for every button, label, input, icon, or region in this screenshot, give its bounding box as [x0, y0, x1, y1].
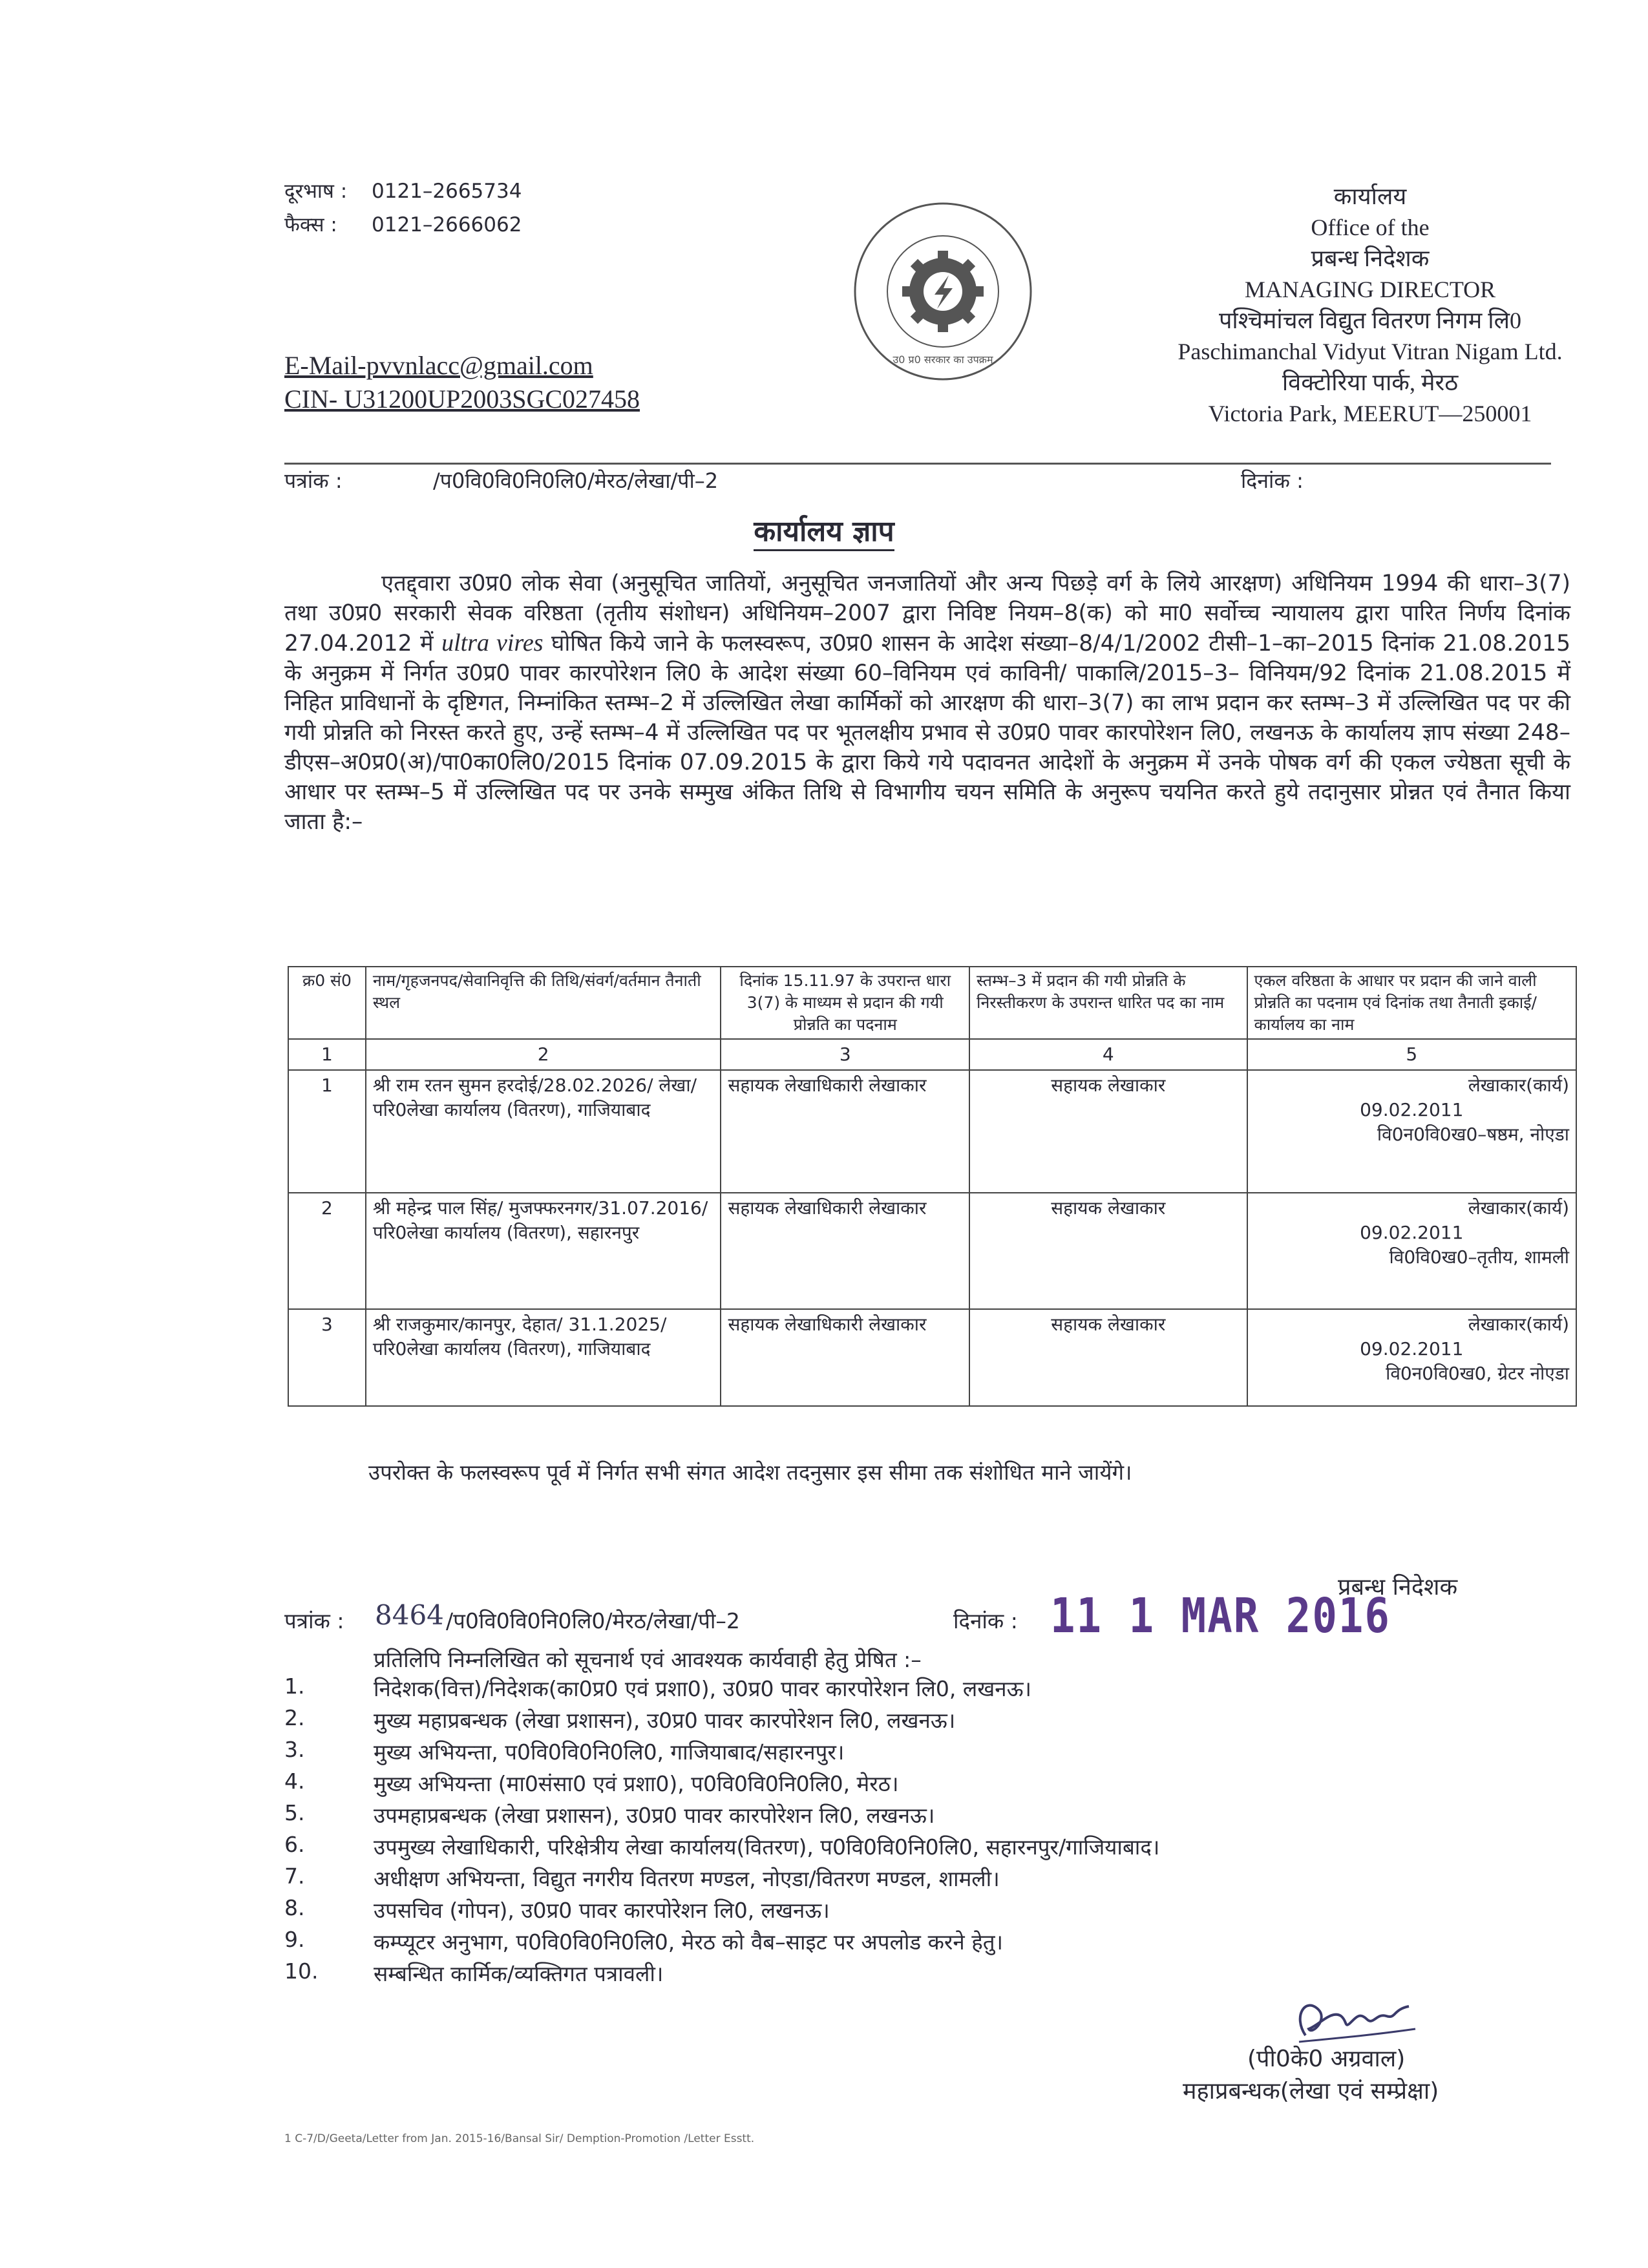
list-number: 6.	[284, 1832, 305, 1857]
office-line: MANAGING DIRECTOR	[1244, 277, 1496, 302]
office-address	[1125, 181, 1616, 429]
header-cell: दिनांक 15.11.97 के उपरान्त धारा 3(7) के माध्यम से प्रदान की गयी प्रोन्नति का पदनाम	[721, 967, 969, 1039]
office-line: प्रबन्ध निदेशक	[1311, 246, 1430, 271]
company-seal-icon	[852, 200, 1034, 383]
row-name: श्री राजकुमार/कानपुर, देहात/ 31.1.2025/ परि0लेखा कार्यालय (वितरण), गाजियाबाद	[366, 1309, 721, 1406]
list-number: 2.	[284, 1705, 305, 1730]
row-name: श्री महेन्द्र पाल सिंह/ मुजफ्फरनगर/31.07.2016/ परि0लेखा कार्यालय (वितरण), सहारनपुर	[366, 1193, 721, 1309]
ref2-label: पत्रांक :	[284, 1608, 344, 1633]
row-col4: सहायक लेखाकार	[969, 1070, 1247, 1193]
col-number: 3	[721, 1039, 969, 1070]
header-cell: स्तम्भ–3 में प्रदान की गयी प्रोन्नति के निरस्तीकरण के उपरान्त धारित पद का नाम	[969, 967, 1247, 1039]
col-number: 1	[288, 1039, 366, 1070]
row-sno: 1	[288, 1070, 366, 1193]
title-text: कार्यालय ज्ञाप	[754, 515, 894, 551]
office-line: Victoria Park, MEERUT—250001	[1208, 401, 1532, 426]
row-col4: सहायक लेखाकार	[969, 1309, 1247, 1406]
ref1-number: /प0वि0वि0नि0लि0/मेरठ/लेखा/पी–2	[433, 468, 719, 493]
row-col5	[1247, 1070, 1576, 1193]
after-table-note: उपरोक्त के फलस्वरूप पूर्व में निर्गत सभी संगत आदेश तदनुसार इस सीमा तक संशोधित माने जायेंगे।	[368, 1460, 1132, 1485]
list-number: 7.	[284, 1864, 305, 1889]
fax-number: 0121–2666062	[372, 213, 522, 236]
signatory-name: (पी0के0 अग्रवाल)	[1247, 2046, 1406, 2072]
row-col3: सहायक लेखाधिकारी लेखाकार	[721, 1070, 969, 1193]
ref1-label: पत्रांक :	[284, 468, 343, 493]
list-number: 4.	[284, 1769, 305, 1794]
list-number: 1.	[284, 1674, 305, 1699]
row-col5	[1247, 1309, 1576, 1406]
para-part-2: घोषित किये जाने के फलस्वरूप, उ0प्र0 शासन के आदेश संख्या–8/4/1/2002 टीसी–1–का–2015 दिनांक 21.08.2015 के अनुक्रम में निर्गत उ0प्र0 पावर कारपोरेशन लि0 के आदेश संख्या 60–विनियम एवं काविनी/ पाकालि/2015–3– विनियम/92 दिनांक 21.08.2015 में निहित प्राविधानों के दृष्टिगत, निम्नांकित स्तम्भ–2 में उल्लिखित लेखा कार्मिकों को आरक्षण की धारा–3(7) का लाभ प्रदान कर स्तम्भ–3 में उल्लिखित पद पर की गयी प्रोन्नति को निरस्त करते हुए, उन्हें स्तम्भ–4 में उल्लिखित पद पर भूतलक्षीय प्रभाव से उ0प्र0 पावर कारपोरेशन लि0, लखनऊ के कार्यालय ज्ञाप संख्या 248–डीएस–अ0प्र0(अ)/पा0का0लि0/2015 दिनांक 07.09.2015 के द्वारा किये गये पदावनत आदेशों के अनुक्रम में उनके पोषक वर्ग की एकल ज्येष्ठता सूची के आधार पर स्तम्भ–5 में उल्लिखित पद पर उनके सम्मुख अंकित तिथि से विभागीय चयन समिति के अनुरूप चयनित करते हुये तदानुसार प्रोन्नत एवं तैनात किया जाता है:–	[284, 631, 1571, 835]
row-sno: 3	[288, 1309, 366, 1406]
promotion-table	[288, 966, 1577, 1407]
contact-block	[284, 174, 522, 242]
row-sno: 2	[288, 1193, 366, 1309]
list-number: 9.	[284, 1927, 305, 1952]
ref2-handwritten-number: 8464	[375, 1599, 444, 1631]
seal-caption: उ0 प्र0 सरकार का उपक्रम	[893, 353, 993, 366]
header-cell: नाम/गृहजनपद/सेवानिवृत्ति की तिथि/संवर्ग/वर्तमान तैनाती स्थल	[366, 967, 721, 1039]
row-date: 09.02.2011	[1360, 1222, 1464, 1243]
list-text: मुख्य अभियन्ता (मा0संसा0 एवं प्रशा0), प0वि0वि0नि0लि0, मेरठ।	[374, 1771, 899, 1796]
email-cin-block	[284, 349, 640, 416]
row-post: लेखाकार(कार्य)	[1468, 1314, 1569, 1335]
row-unit: वि0वि0ख0–तृतीय, शामली	[1389, 1246, 1569, 1268]
office-line: Paschimanchal Vidyut Vitran Nigam Ltd.	[1178, 339, 1563, 364]
row-date: 09.02.2011	[1360, 1338, 1464, 1360]
row-date: 09.02.2011	[1360, 1099, 1464, 1120]
row-name: श्री राम रतन सुमन हरदोई/28.02.2026/ लेखा/ परि0लेखा कार्यालय (वितरण), गाजियाबाद	[366, 1070, 721, 1193]
office-line: कार्यालय	[1333, 184, 1407, 209]
email-address: E-Mail-pvvnlacc@gmail.com	[284, 351, 593, 380]
col-number: 2	[366, 1039, 721, 1070]
table-header-row	[288, 967, 1576, 1039]
header-cell: क्र0 सं0	[288, 967, 366, 1039]
list-text: मुख्य महाप्रबन्धक (लेखा प्रशासन), उ0प्र0 पावर कारपोरेशन लि0, लखनऊ।	[374, 1708, 956, 1733]
copy-heading: प्रतिलिपि निम्नलिखित को सूचनार्थ एवं आवश्यक कार्यवाही हेतु प्रेषित :–	[374, 1647, 922, 1672]
list-number: 5.	[284, 1800, 305, 1825]
list-number: 10.	[284, 1958, 319, 1984]
page-title	[0, 510, 1648, 549]
table-row	[288, 1193, 1576, 1309]
row-post: लेखाकार(कार्य)	[1468, 1197, 1569, 1219]
row-col3: सहायक लेखाधिकारी लेखाकार	[721, 1309, 969, 1406]
list-text: सम्बन्धित कार्मिक/व्यक्तिगत पत्रावली।	[374, 1961, 664, 1986]
col-number: 5	[1247, 1039, 1576, 1070]
header-cell: एकल वरिष्ठता के आधार पर प्रदान की जाने वाली प्रोन्नति का पदनाम एवं दिनांक तथा तैनाती इकाई/कार्यालय का नाम	[1247, 967, 1576, 1039]
list-text: निदेशक(वित्त)/निदेशक(का0प्र0 एवं प्रशा0), उ0प्र0 पावर कारपोरेशन लि0, लखनऊ।	[374, 1676, 1032, 1701]
list-text: अधीक्षण अभियन्ता, विद्युत नगरीय वितरण मण्डल, नोएडा/वितरण मण्डल, शामली।	[374, 1866, 1000, 1891]
para-part-1: एतद्द्वारा उ0प्र0 लोक सेवा (अनुसूचित जातियों, अनुसूचित जनजातियों और अन्य पिछड़े वर्ग के लिये आरक्षण) अधिनियम 1994 की धारा–3(7) तथा उ0प्र0 सरकारी सेवक वरिष्ठता (तृतीय संशोधन) अधिनियम–2007 द्वारा निविष्ट नियम–8(क) को मा0 सर्वोच्च न्यायालय द्वारा पारित निर्णय दिनांक 27.04.2012 में	[284, 571, 1570, 656]
row-post: लेखाकार(कार्य)	[1468, 1075, 1569, 1096]
header-divider	[284, 463, 1551, 465]
list-text: उपमहाप्रबन्धक (लेखा प्रशासन), उ0प्र0 पावर कारपोरेशन लि0, लखनऊ।	[374, 1803, 935, 1828]
col-number: 4	[969, 1039, 1247, 1070]
phone-number: 0121–2665734	[372, 180, 522, 203]
cin-number: CIN- U31200UP2003SGC027458	[284, 384, 640, 414]
list-number: 8.	[284, 1895, 305, 1920]
table-row	[288, 1070, 1576, 1193]
list-text: कम्प्यूटर अनुभाग, प0वि0वि0नि0लि0, मेरठ को वैब–साइट पर अपलोड करने हेतु।	[374, 1929, 1004, 1955]
row-col3: सहायक लेखाधिकारी लेखाकार	[721, 1193, 969, 1309]
fax-label: फैक्स :	[284, 213, 337, 236]
office-line: Office of the	[1311, 215, 1430, 240]
row-col5	[1247, 1193, 1576, 1309]
row-unit: वि0न0वि0ख0–षष्ठम, नोएडा	[1377, 1124, 1569, 1145]
phone-label: दूरभाष :	[284, 180, 348, 203]
date-stamp: 11 1 MAR 2016	[1050, 1589, 1391, 1644]
list-text: मुख्य अभियन्ता, प0वि0वि0नि0लि0, गाजियाबाद/सहारनपुर।	[374, 1739, 845, 1765]
row-unit: वि0न0वि0ख0, ग्रेटर नोएडा	[1386, 1363, 1569, 1384]
office-line: पश्चिमांचल विद्युत वितरण निगम लि0	[1218, 308, 1522, 333]
office-line: विक्टोरिया पार्क, मेरठ	[1282, 370, 1459, 395]
row-col4: सहायक लेखाकार	[969, 1193, 1247, 1309]
list-text: उपमुख्य लेखाधिकारी, परिक्षेत्रीय लेखा कार्यालय(वितरण), प0वि0वि0नि0लि0, सहारनपुर/गाजियाबाद।	[374, 1834, 1160, 1860]
ref2-date-label: दिनांक :	[953, 1608, 1018, 1633]
signatory-designation: महाप्रबन्धक(लेखा एवं सम्प्रेक्षा)	[1183, 2078, 1439, 2105]
ref1-date-label: दिनांक :	[1241, 468, 1304, 493]
para-italic: ultra vires	[441, 629, 544, 656]
ref2-number: /प0वि0वि0नि0लि0/मेरठ/लेखा/पी–2	[446, 1608, 740, 1633]
list-text: उपसचिव (गोपन), उ0प्र0 पावर कारपोरेशन लि0, लखनऊ।	[374, 1898, 830, 1923]
md-label: प्रबन्ध निदेशक	[1338, 1574, 1458, 1601]
table-row	[288, 1309, 1576, 1406]
file-path-footer: 1 C-7/D/Geeta/Letter from Jan. 2015-16/Bansal Sir/ Demption-Promotion /Letter Esstt.	[284, 2132, 755, 2145]
main-paragraph	[284, 569, 1570, 837]
column-number-row	[288, 1039, 1576, 1070]
list-number: 3.	[284, 1737, 305, 1762]
